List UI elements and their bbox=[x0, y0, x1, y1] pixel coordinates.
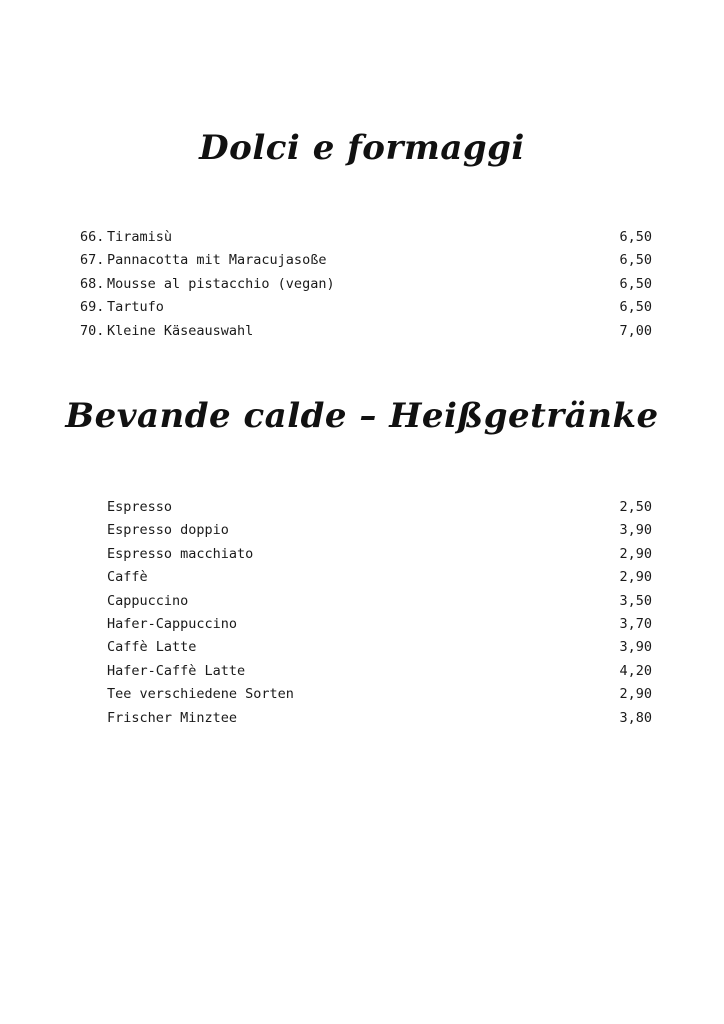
item-name: Tiramisù bbox=[107, 229, 173, 245]
item-price: 6,50 bbox=[619, 299, 652, 316]
menu-item bbox=[107, 496, 652, 519]
item-name: Tartufo bbox=[107, 299, 164, 316]
item-price: 2,90 bbox=[619, 545, 652, 562]
menu-item bbox=[107, 566, 652, 589]
item-price: 6,50 bbox=[619, 252, 652, 269]
item-price: 3,90 bbox=[619, 522, 652, 539]
item-price: 2,90 bbox=[619, 569, 652, 586]
item-name: Espresso bbox=[107, 499, 173, 515]
section-title-dolci: Dolci e formaggi bbox=[199, 128, 525, 168]
menu-item bbox=[107, 613, 652, 636]
item-name: Hafer-Cappuccino bbox=[107, 615, 238, 632]
item-name: Kleine Käseauswahl bbox=[107, 322, 254, 339]
menu-item bbox=[107, 636, 652, 659]
item-price: 6,50 bbox=[619, 275, 652, 292]
item-price: 3,50 bbox=[619, 592, 652, 609]
menu-item bbox=[107, 543, 652, 566]
item-number: 66. bbox=[80, 229, 105, 245]
menu-item bbox=[80, 249, 652, 272]
item-price: 7,00 bbox=[619, 322, 652, 339]
item-name: Caffè Latte bbox=[107, 639, 197, 656]
item-name: Caffè bbox=[107, 569, 148, 586]
menu-item bbox=[107, 660, 652, 683]
item-name: Espresso macchiato bbox=[107, 545, 254, 562]
item-price: 2,90 bbox=[619, 686, 652, 703]
menu-item bbox=[80, 273, 652, 296]
item-price: 3,90 bbox=[619, 639, 652, 656]
item-number: 68. bbox=[80, 275, 105, 292]
menu-item bbox=[80, 320, 652, 343]
item-name: Pannacotta mit Maracujasoße bbox=[107, 252, 327, 269]
item-number: 67. bbox=[80, 252, 105, 269]
item-name: Espresso doppio bbox=[107, 522, 229, 539]
item-name: Frischer Minztee bbox=[107, 709, 238, 726]
menu-item bbox=[107, 590, 652, 613]
menu-item bbox=[107, 707, 652, 730]
hot-drinks-list bbox=[107, 496, 652, 730]
menu-item bbox=[107, 683, 652, 706]
item-price: 3,80 bbox=[619, 709, 652, 726]
menu-item bbox=[80, 296, 652, 319]
menu-item bbox=[80, 226, 652, 249]
item-price: 4,20 bbox=[619, 662, 652, 679]
menu-item bbox=[107, 519, 652, 542]
item-number: 70. bbox=[80, 322, 105, 339]
item-name: Tee verschiedene Sorten bbox=[107, 686, 294, 703]
item-name: Hafer-Caffè Latte bbox=[107, 662, 246, 679]
item-name: Mousse al pistacchio (vegan) bbox=[107, 275, 335, 292]
item-name: Cappuccino bbox=[107, 592, 189, 609]
dessert-list bbox=[80, 226, 652, 343]
item-price: 6,50 bbox=[619, 229, 652, 245]
item-number: 69. bbox=[80, 299, 105, 316]
item-price: 2,50 bbox=[619, 499, 652, 515]
section-title-bevande: Bevande calde – Heißgetränke bbox=[65, 396, 659, 436]
item-price: 3,70 bbox=[619, 615, 652, 632]
